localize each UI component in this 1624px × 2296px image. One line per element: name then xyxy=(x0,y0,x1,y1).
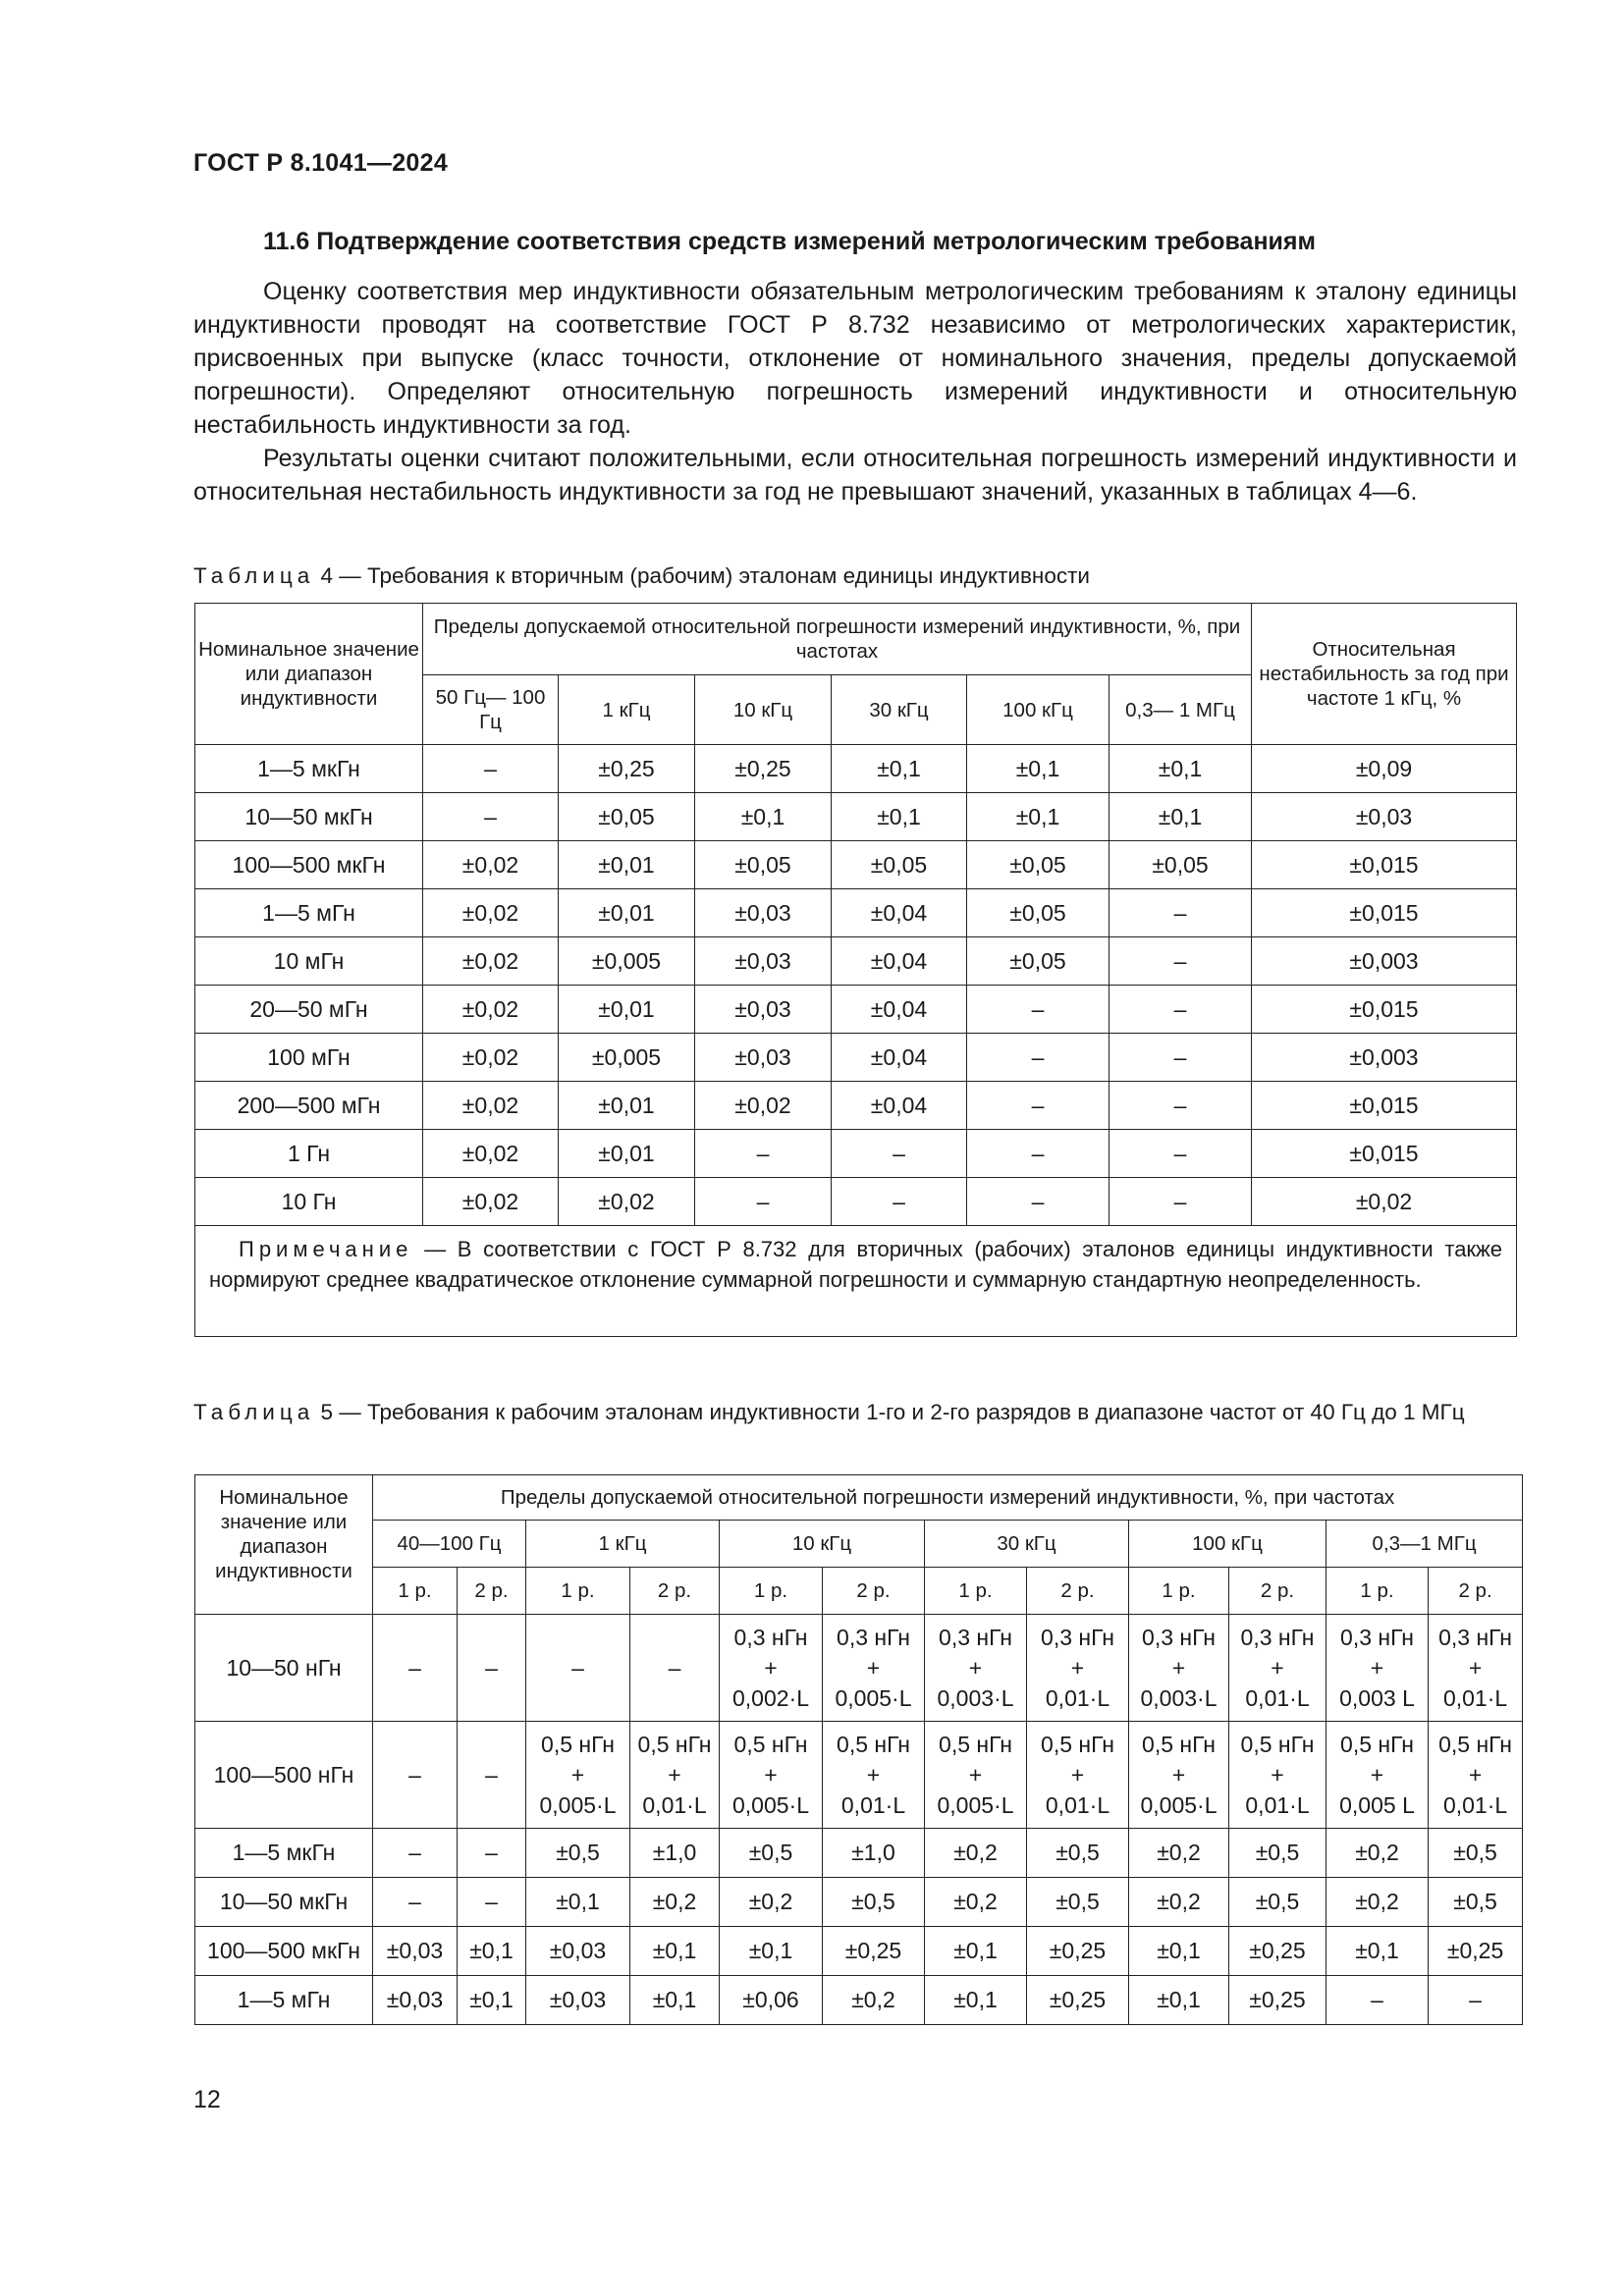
table-cell: – xyxy=(1110,1130,1252,1178)
table-cell: – xyxy=(423,745,559,793)
cell-line: 0,5 нГн xyxy=(837,1731,910,1757)
table-cell: – xyxy=(967,1034,1110,1082)
cell-line: + xyxy=(1468,1761,1483,1788)
row-label: 10—50 мкГн xyxy=(195,793,423,841)
table-cell: ±0,03 xyxy=(695,937,832,986)
table-5-caption xyxy=(193,1397,1517,1427)
cell-line: 0,5 нГн xyxy=(1340,1731,1414,1757)
table-cell: ±0,1 xyxy=(458,1976,526,2025)
table-cell: ±0,02 xyxy=(423,1178,559,1226)
table-cell xyxy=(1027,1722,1129,1829)
cell-line: 0,005·L xyxy=(539,1791,617,1818)
table-cell: ±0,25 xyxy=(823,1927,925,1976)
table-cell: – xyxy=(458,1878,526,1927)
caption-word: Таблица xyxy=(193,563,315,588)
table-cell: ±0,02 xyxy=(423,841,559,889)
table-header-row xyxy=(195,1475,1523,1521)
cell-line: 0,5 нГн xyxy=(1438,1731,1513,1757)
col-header-rank: 1 р. xyxy=(720,1568,823,1615)
table-cell: ±0,25 xyxy=(1429,1927,1523,1976)
table-cell: ±0,015 xyxy=(1252,841,1517,889)
table-cell: ±0,2 xyxy=(925,1878,1027,1927)
row-label: 10—50 нГн xyxy=(195,1615,373,1722)
cell-line: 0,005 L xyxy=(1339,1791,1415,1818)
row-label: 200—500 мГн xyxy=(195,1082,423,1130)
table-cell: – xyxy=(1110,986,1252,1034)
table-cell: ±0,25 xyxy=(1229,1927,1326,1976)
cell-line: + xyxy=(1271,1654,1284,1681)
table-cell: ±0,5 xyxy=(1229,1878,1326,1927)
cell-line: + xyxy=(968,1654,983,1681)
table-cell: ±0,015 xyxy=(1252,986,1517,1034)
table-cell: ±0,5 xyxy=(1429,1878,1523,1927)
cell-line: 0,003 L xyxy=(1339,1684,1415,1711)
cell-line: + xyxy=(1468,1654,1483,1681)
table-cell: ±0,5 xyxy=(823,1878,925,1927)
cell-line: 0,005·L xyxy=(731,1791,809,1818)
table-cell: – xyxy=(1110,1178,1252,1226)
cell-line: 0,3 нГн xyxy=(733,1624,808,1650)
table-cell: ±0,1 xyxy=(967,745,1110,793)
table-cell: ±0,03 xyxy=(526,1976,630,2025)
table-cell: ±0,01 xyxy=(559,841,695,889)
table-4 xyxy=(194,603,1517,1337)
cell-line: 0,3 нГн xyxy=(1340,1624,1414,1650)
table-cell xyxy=(373,1722,458,1829)
cell-line: + xyxy=(1370,1761,1384,1788)
cell-line: 0,01·L xyxy=(1442,1791,1508,1818)
page-number: 12 xyxy=(193,2086,221,2113)
table-cell xyxy=(823,1722,925,1829)
cell-line: 0,005·L xyxy=(937,1791,1014,1818)
cell-line: 0,5 нГн xyxy=(1142,1731,1216,1757)
table-cell: ±0,1 xyxy=(1326,1927,1429,1976)
cell-line: 0,01·L xyxy=(1442,1684,1508,1711)
table-row xyxy=(195,1034,1517,1082)
cell-line: + xyxy=(866,1761,881,1788)
table-cell: ±0,25 xyxy=(695,745,832,793)
table-cell: ±0,04 xyxy=(832,937,967,986)
table-cell xyxy=(630,1722,720,1829)
cell-line: 0,5 нГн xyxy=(637,1731,712,1757)
col-header-freq: 0,3— 1 МГц xyxy=(1110,675,1252,745)
table-cell xyxy=(1429,1615,1523,1722)
cell-line: 0,5 нГн xyxy=(541,1731,615,1757)
cell-line: 0,01·L xyxy=(1245,1684,1310,1711)
table-cell xyxy=(823,1615,925,1722)
table-cell: ±0,03 xyxy=(695,986,832,1034)
table-cell: ±0,1 xyxy=(1129,1976,1229,2025)
document-header: ГОСТ Р 8.1041—2024 xyxy=(193,149,449,177)
table-cell: ±0,003 xyxy=(1252,1034,1517,1082)
col-header-freq: 1 кГц xyxy=(559,675,695,745)
table-cell: ±0,05 xyxy=(967,889,1110,937)
col-header-freq: 100 кГц xyxy=(1129,1521,1326,1568)
table-cell: ±0,04 xyxy=(832,986,967,1034)
table-cell: ±0,1 xyxy=(832,793,967,841)
table-cell xyxy=(373,1615,458,1722)
table-cell: ±0,5 xyxy=(720,1829,823,1878)
cell-line: 0,003·L xyxy=(937,1684,1014,1711)
table-cell: ±0,015 xyxy=(1252,1082,1517,1130)
cell-line: – xyxy=(485,1654,498,1681)
cell-line: 0,3 нГн xyxy=(1240,1624,1315,1650)
table-cell xyxy=(1027,1615,1129,1722)
col-header-rank: 2 р. xyxy=(458,1568,526,1615)
table-cell: ±0,01 xyxy=(559,1130,695,1178)
table-row xyxy=(195,986,1517,1034)
table-cell: ±0,1 xyxy=(720,1927,823,1976)
table-cell xyxy=(925,1722,1027,1829)
table-cell xyxy=(458,1615,526,1722)
table-cell: – xyxy=(1429,1976,1523,2025)
row-label: 1—5 мГн xyxy=(195,1976,373,2025)
section-title: 11.6 Подтверждение соответствия средств измерений метрологическим требованиям xyxy=(263,228,1317,255)
table-cell: ±1,0 xyxy=(630,1829,720,1878)
cell-line: 0,5 нГн xyxy=(1240,1731,1315,1757)
table-cell: ±1,0 xyxy=(823,1829,925,1878)
table-cell: ±0,02 xyxy=(423,1082,559,1130)
table-row xyxy=(195,793,1517,841)
table-cell: ±0,04 xyxy=(832,1082,967,1130)
table-cell xyxy=(630,1615,720,1722)
col-header-rank: 2 р. xyxy=(1027,1568,1129,1615)
table-cell: ±0,1 xyxy=(630,1927,720,1976)
table-cell: ±0,2 xyxy=(823,1976,925,2025)
cell-line: + xyxy=(668,1761,681,1788)
table-cell: ±0,1 xyxy=(967,793,1110,841)
table-cell: ±0,01 xyxy=(559,889,695,937)
table-cell: ±0,01 xyxy=(559,986,695,1034)
table-cell: ±0,02 xyxy=(423,1034,559,1082)
table-cell: ±0,2 xyxy=(1129,1829,1229,1878)
table-cell: ±0,02 xyxy=(423,986,559,1034)
cell-line: – xyxy=(668,1654,681,1681)
table-cell: – xyxy=(695,1178,832,1226)
row-label: 1—5 мкГн xyxy=(195,1829,373,1878)
table-cell: ±0,1 xyxy=(695,793,832,841)
table-cell: ±0,1 xyxy=(1110,745,1252,793)
table-4-caption xyxy=(193,561,1517,591)
caption-text: 5 — Требования к рабочим эталонам индуктивности 1-го и 2-го разрядов в диапазоне частот от 40 Гц до 1 МГц xyxy=(320,1400,1465,1424)
table-cell: – xyxy=(373,1878,458,1927)
table-cell: ±0,03 xyxy=(526,1927,630,1976)
cell-line: – xyxy=(485,1761,498,1788)
table-cell: ±0,04 xyxy=(832,1034,967,1082)
table-cell: – xyxy=(967,1178,1110,1226)
row-label: 20—50 мГн xyxy=(195,986,423,1034)
table-cell: ±0,02 xyxy=(559,1178,695,1226)
table-cell: ±0,5 xyxy=(1027,1878,1129,1927)
table-cell: ±0,2 xyxy=(925,1829,1027,1878)
cell-line: + xyxy=(1271,1761,1284,1788)
col-header-freq: 10 кГц xyxy=(720,1521,925,1568)
table-cell: ±0,05 xyxy=(967,841,1110,889)
row-label: 100—500 мкГн xyxy=(195,841,423,889)
table-cell: ±0,02 xyxy=(423,1130,559,1178)
table-cell: – xyxy=(967,1130,1110,1178)
note-text: — В соответствии с ГОСТ Р 8.732 для вторичных (рабочих) эталонов единицы индуктивности также нормируют среднее квадратическое отклонение суммарной погрешности и суммарную стандартную неопределенность. xyxy=(209,1237,1503,1292)
table-row xyxy=(195,1130,1517,1178)
table-cell: ±0,1 xyxy=(925,1976,1027,2025)
cell-line: 0,005·L xyxy=(835,1684,912,1711)
col-header-rank: 1 р. xyxy=(373,1568,458,1615)
table-cell: ±0,5 xyxy=(1027,1829,1129,1878)
table-cell: ±0,03 xyxy=(373,1927,458,1976)
table-cell: ±0,02 xyxy=(423,937,559,986)
table-cell xyxy=(526,1615,630,1722)
table-header-row xyxy=(195,604,1517,675)
table-cell xyxy=(1129,1722,1229,1829)
cell-line: 0,003·L xyxy=(1140,1684,1218,1711)
col-header-rank: 1 р. xyxy=(1129,1568,1229,1615)
table-cell: – xyxy=(1110,1082,1252,1130)
row-label: 100—500 нГн xyxy=(195,1722,373,1829)
col-header-freq: 40—100 Гц xyxy=(373,1521,526,1568)
table-header-row xyxy=(195,1568,1523,1615)
row-label: 1—5 мГн xyxy=(195,889,423,937)
table-cell: ±0,06 xyxy=(720,1976,823,2025)
table-cell: – xyxy=(967,1082,1110,1130)
cell-line: 0,002·L xyxy=(731,1684,809,1711)
cell-line: 0,01·L xyxy=(1045,1791,1110,1818)
table-cell: ±0,5 xyxy=(1429,1829,1523,1878)
table-row xyxy=(195,1976,1523,2025)
table-note-row xyxy=(195,1226,1517,1337)
cell-line: 0,01·L xyxy=(642,1791,707,1818)
table-cell: ±0,01 xyxy=(559,1082,695,1130)
table-cell xyxy=(1229,1722,1326,1829)
table-cell: ±0,2 xyxy=(1129,1878,1229,1927)
cell-line: 0,3 нГн xyxy=(1142,1624,1216,1650)
table-row xyxy=(195,745,1517,793)
table-cell: ±0,2 xyxy=(720,1878,823,1927)
cell-line: 0,5 нГн xyxy=(939,1731,1012,1757)
table-cell: ±0,05 xyxy=(967,937,1110,986)
table-cell xyxy=(720,1615,823,1722)
table-cell: ±0,03 xyxy=(373,1976,458,2025)
table-cell: ±0,2 xyxy=(1326,1829,1429,1878)
table-cell: ±0,2 xyxy=(630,1878,720,1927)
table-cell xyxy=(720,1722,823,1829)
cell-line: – xyxy=(571,1654,584,1681)
cell-line: + xyxy=(968,1761,983,1788)
table-cell: – xyxy=(373,1829,458,1878)
table-cell: ±0,1 xyxy=(458,1927,526,1976)
cell-line: – xyxy=(408,1654,421,1681)
table-row xyxy=(195,1178,1517,1226)
table-5 xyxy=(194,1474,1523,2025)
table-cell: – xyxy=(695,1130,832,1178)
table-cell: ±0,005 xyxy=(559,1034,695,1082)
table-row xyxy=(195,1082,1517,1130)
table-cell: ±0,05 xyxy=(559,793,695,841)
table-cell: ±0,09 xyxy=(1252,745,1517,793)
table-cell: ±0,25 xyxy=(1027,1976,1129,2025)
table-row xyxy=(195,1878,1523,1927)
table-cell: ±0,05 xyxy=(1110,841,1252,889)
paragraph: Результаты оценки считают положительными, если относительная погрешность измерений индуктивности и относительная нестабильность индуктивности за год не превышают значений, указанных в таблицах 4—6. xyxy=(193,445,1517,506)
table-cell: ±0,1 xyxy=(832,745,967,793)
caption-text: 4 — Требования к вторичным (рабочим) эталонам единицы индуктивности xyxy=(320,563,1090,588)
cell-line: + xyxy=(1171,1654,1186,1681)
table-row xyxy=(195,889,1517,937)
cell-line: 0,01·L xyxy=(1045,1684,1110,1711)
col-header-freq: 50 Гц— 100 Гц xyxy=(423,675,559,745)
col-header-freq: 30 кГц xyxy=(832,675,967,745)
table-cell: ±0,015 xyxy=(1252,1130,1517,1178)
table-cell xyxy=(526,1722,630,1829)
table-row xyxy=(195,937,1517,986)
table-cell: ±0,02 xyxy=(695,1082,832,1130)
row-label: 1 Гн xyxy=(195,1130,423,1178)
table-cell: ±0,003 xyxy=(1252,937,1517,986)
table-cell: ±0,2 xyxy=(1326,1878,1429,1927)
col-header-rank: 1 р. xyxy=(925,1568,1027,1615)
table-cell: ±0,25 xyxy=(1229,1976,1326,2025)
cell-line: 0,3 нГн xyxy=(939,1624,1012,1650)
table-cell: – xyxy=(832,1178,967,1226)
cell-line: + xyxy=(764,1654,778,1681)
col-header-nominal: Номинальное значение или диапазон индуктивности xyxy=(195,1475,373,1615)
col-header-rank: 2 р. xyxy=(1429,1568,1523,1615)
table-cell xyxy=(1229,1615,1326,1722)
table-header-row xyxy=(195,1521,1523,1568)
col-header-freq: 0,3—1 МГц xyxy=(1326,1521,1523,1568)
cell-line: + xyxy=(1370,1654,1384,1681)
col-header-freq: 100 кГц xyxy=(967,675,1110,745)
table-cell: – xyxy=(1110,937,1252,986)
col-header-rank: 2 р. xyxy=(823,1568,925,1615)
table-row xyxy=(195,1829,1523,1878)
cell-line: + xyxy=(866,1654,881,1681)
table-cell xyxy=(925,1615,1027,1722)
table-cell: ±0,02 xyxy=(1252,1178,1517,1226)
col-header-freq: 30 кГц xyxy=(925,1521,1129,1568)
table-cell: ±0,1 xyxy=(630,1976,720,2025)
col-header-freq: 1 кГц xyxy=(526,1521,720,1568)
row-label: 1—5 мкГн xyxy=(195,745,423,793)
cell-line: 0,3 нГн xyxy=(1438,1624,1513,1650)
table-cell: – xyxy=(458,1829,526,1878)
note-word: Примечание xyxy=(239,1237,413,1261)
col-header-nominal: Номинальное значение или диапазон индуктивности xyxy=(195,604,423,745)
row-label: 10 Гн xyxy=(195,1178,423,1226)
table-cell: ±0,02 xyxy=(423,889,559,937)
table-cell: ±0,1 xyxy=(1129,1927,1229,1976)
table-cell: ±0,05 xyxy=(695,841,832,889)
caption-word: Таблица xyxy=(193,1400,315,1424)
table-cell: ±0,1 xyxy=(526,1878,630,1927)
paragraph: Оценку соответствия мер индуктивности обязательным метрологическим требованиям к эталону единицы индуктивности проводят на соответствие ГОСТ Р 8.732 независимо от метрологических характеристик, присвоенных при выпуске (класс точности, отклонение от номинального значения, пределы допускаемой погрешности). Определяют относительную погрешность измерений индуктивности и относительную нестабильность индуктивности за год. xyxy=(193,278,1517,439)
cell-line: + xyxy=(1070,1654,1085,1681)
table-row xyxy=(195,841,1517,889)
table-cell: ±0,05 xyxy=(832,841,967,889)
row-label: 100—500 мкГн xyxy=(195,1927,373,1976)
table-cell: ±0,5 xyxy=(526,1829,630,1878)
table-cell: – xyxy=(832,1130,967,1178)
cell-line: + xyxy=(1070,1761,1085,1788)
cell-line: 0,5 нГн xyxy=(733,1731,808,1757)
row-label: 100 мГн xyxy=(195,1034,423,1082)
cell-line: + xyxy=(764,1761,778,1788)
table-cell: ±0,1 xyxy=(925,1927,1027,1976)
table-cell: ±0,04 xyxy=(832,889,967,937)
table-cell: ±0,25 xyxy=(1027,1927,1129,1976)
table-row xyxy=(195,1615,1523,1722)
table-cell: – xyxy=(423,793,559,841)
table-cell xyxy=(1326,1615,1429,1722)
table-cell: – xyxy=(1110,889,1252,937)
cell-line: + xyxy=(1171,1761,1186,1788)
table-cell: ±0,005 xyxy=(559,937,695,986)
cell-line: 0,3 нГн xyxy=(837,1624,910,1650)
col-header-rank: 1 р. xyxy=(526,1568,630,1615)
table-cell xyxy=(1326,1722,1429,1829)
cell-line: + xyxy=(570,1761,585,1788)
table-cell: – xyxy=(1110,1034,1252,1082)
table-cell: ±0,1 xyxy=(1110,793,1252,841)
col-header-rank: 2 р. xyxy=(1229,1568,1326,1615)
table-cell: ±0,015 xyxy=(1252,889,1517,937)
table-cell xyxy=(1129,1615,1229,1722)
col-header-group: Пределы допускаемой относительной погрешности измерений индуктивности, %, при частотах xyxy=(373,1475,1523,1521)
cell-line: 0,3 нГн xyxy=(1041,1624,1114,1650)
table-row xyxy=(195,1927,1523,1976)
col-header-group: Пределы допускаемой относительной погрешности измерений индуктивности, %, при частотах xyxy=(423,604,1252,675)
table-row xyxy=(195,1722,1523,1829)
table-cell: ±0,5 xyxy=(1229,1829,1326,1878)
table-cell: ±0,25 xyxy=(559,745,695,793)
cell-line: 0,005·L xyxy=(1140,1791,1218,1818)
row-label: 10 мГн xyxy=(195,937,423,986)
cell-line: 0,5 нГн xyxy=(1041,1731,1114,1757)
col-header-rank: 1 р. xyxy=(1326,1568,1429,1615)
col-header-instability: Относительная нестабильность за год при частоте 1 кГц, % xyxy=(1252,604,1517,745)
cell-line: 0,01·L xyxy=(1245,1791,1310,1818)
row-label: 10—50 мкГн xyxy=(195,1878,373,1927)
col-header-freq: 10 кГц xyxy=(695,675,832,745)
table-cell: – xyxy=(1326,1976,1429,2025)
table-cell: ±0,03 xyxy=(1252,793,1517,841)
table-cell: ±0,03 xyxy=(695,889,832,937)
col-header-rank: 2 р. xyxy=(630,1568,720,1615)
table-cell: – xyxy=(967,986,1110,1034)
table-cell: ±0,03 xyxy=(695,1034,832,1082)
cell-line: – xyxy=(408,1761,421,1788)
cell-line: 0,01·L xyxy=(840,1791,906,1818)
table-note xyxy=(195,1226,1517,1337)
table-cell xyxy=(1429,1722,1523,1829)
table-cell xyxy=(458,1722,526,1829)
